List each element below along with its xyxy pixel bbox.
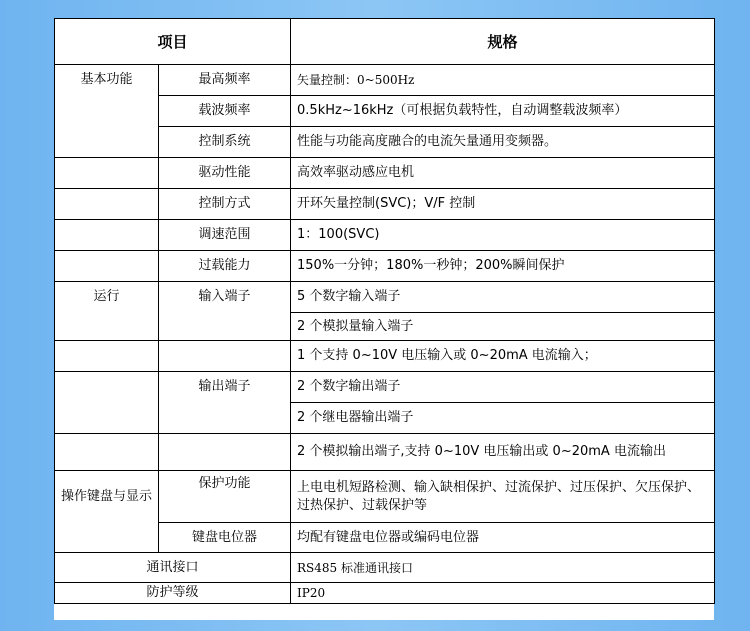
item-cell: 输出端子 [159,372,291,403]
item-cell: 载波频率 [159,96,291,127]
group-cell [55,189,159,220]
table-row [55,471,715,523]
header-spec: 规格 [291,19,715,65]
item-cell: 调速范围 [159,220,291,251]
table-row [55,523,715,553]
table-row [55,372,715,403]
group-cell: 操作键盘与显示 [55,471,159,523]
table-row [55,341,715,372]
table-row [55,158,715,189]
value-cell: IP20 [291,583,715,604]
table-row [55,189,715,220]
table-row [55,127,715,158]
item-cell [159,313,291,341]
item-cell: 保护功能 [159,471,291,523]
value-cell: 0.5kHz~16kHz（可根据负载特性，自动调整载波频率） [291,96,715,127]
item-cell [159,434,291,471]
group-cell [55,96,159,127]
value-cell: 5 个数字输入端子 [291,282,715,313]
table-row [55,282,715,313]
item-cell: 通讯接口 [55,553,291,583]
value-cell: 高效率驱动感应电机 [291,158,715,189]
table-row [55,553,715,583]
group-cell [55,523,159,553]
group-cell [55,158,159,189]
table-row [55,313,715,341]
value-cell: 性能与功能高度融合的电流矢量通用变频器。 [291,127,715,158]
table-row [55,65,715,96]
item-cell: 键盘电位器 [159,523,291,553]
value-cell: 2 个模拟输出端子,支持 0~10V 电压输出或 0~20mA 电流输出 [291,434,715,471]
item-cell [159,341,291,372]
group-cell [55,403,159,434]
group-cell [55,313,159,341]
group-cell [55,434,159,471]
item-cell: 防护等级 [55,583,291,604]
spec-table [54,18,715,604]
item-cell: 驱动性能 [159,158,291,189]
group-cell [55,372,159,403]
header-item: 项目 [55,19,291,65]
table-row [55,251,715,282]
value-cell: 2 个继电器输出端子 [291,403,715,434]
table-header-row [55,19,715,65]
table-row [55,220,715,251]
value-cell: 1：100(SVC) [291,220,715,251]
value-cell: RS485 标准通讯接口 [291,553,715,583]
table-row [55,583,715,604]
value-cell: 1 个支持 0~10V 电压输入或 0~20mA 电流输入； [291,341,715,372]
value-cell: 2 个数字输出端子 [291,372,715,403]
group-cell [55,341,159,372]
table-row [55,96,715,127]
item-cell: 输入端子 [159,282,291,313]
item-cell [159,403,291,434]
value-cell: 均配有键盘电位器或编码电位器 [291,523,715,553]
value-cell: 上电电机短路检测、输入缺相保护、过流保护、过压保护、欠压保护、过热保护、过载保护等 [291,471,715,523]
group-cell [55,127,159,158]
value-cell: 2 个模拟量输入端子 [291,313,715,341]
item-cell: 控制方式 [159,189,291,220]
group-cell: 运行 [55,282,159,313]
item-cell: 最高频率 [159,65,291,96]
group-cell: 基本功能 [55,65,159,96]
value-cell: 150%一分钟；180%一秒钟；200%瞬间保护 [291,251,715,282]
group-cell [55,220,159,251]
spec-sheet [54,18,714,620]
item-cell: 控制系统 [159,127,291,158]
group-cell [55,251,159,282]
value-cell: 矢量控制：0~500Hz [291,65,715,96]
table-row [55,434,715,471]
item-cell: 过载能力 [159,251,291,282]
value-cell: 开环矢量控制(SVC)；V/F 控制 [291,189,715,220]
table-row [55,403,715,434]
